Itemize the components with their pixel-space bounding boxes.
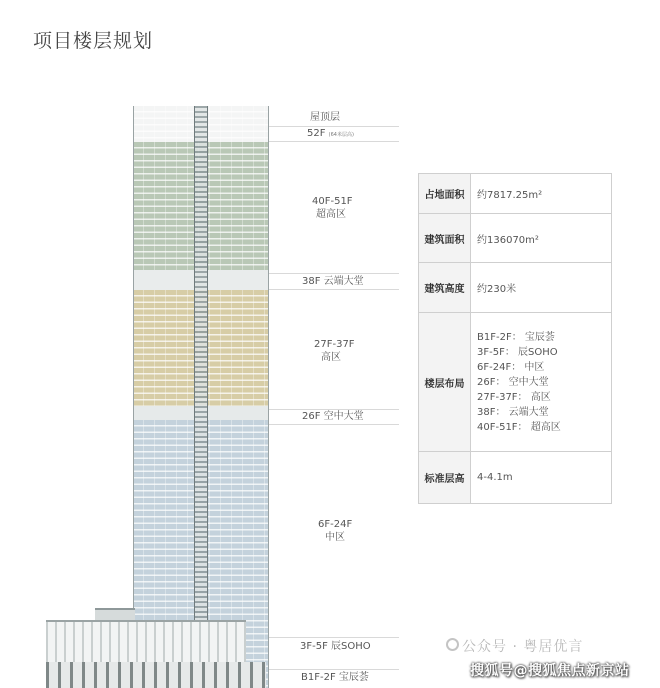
info-row-floor-height <box>419 452 612 504</box>
tower-core-line-right <box>207 106 208 688</box>
floor-line-26f-b <box>269 424 399 425</box>
floor-line-3f-5f <box>269 637 399 638</box>
floor-line-38f-b <box>269 289 399 290</box>
info-value-building-height: 约230米 <box>471 263 612 313</box>
layout-line-3f-5f: 3F-5F： 辰SOHO <box>477 346 558 358</box>
info-row-floor-layout <box>419 313 612 452</box>
tower-edge-right <box>268 106 269 688</box>
layout-line-27f-37f: 27F-37F： 高区 <box>477 391 551 403</box>
info-value-building-area: 约136070m² <box>471 214 612 263</box>
floor-label-roof: 屋顶层 <box>310 112 340 123</box>
floor-label-38f: 38F 云端大堂 <box>302 276 364 287</box>
info-key-floor-layout: 楼层布局 <box>419 313 471 452</box>
project-info-table <box>418 173 612 504</box>
page-title: 项目楼层规划 <box>33 30 154 52</box>
floor-label-mid-name: 中区 <box>325 532 345 543</box>
podium-base <box>46 662 266 688</box>
info-value-land-area: 约7817.25m² <box>471 174 612 214</box>
info-value-floor-layout <box>471 313 612 452</box>
layout-line-26f: 26F： 空中大堂 <box>477 376 549 388</box>
info-row-land-area <box>419 174 612 214</box>
info-key-building-area: 建筑面积 <box>419 214 471 263</box>
info-row-building-area <box>419 214 612 263</box>
tower-core <box>195 106 207 688</box>
floor-label-52f <box>307 127 354 142</box>
info-key-building-height: 建筑高度 <box>419 263 471 313</box>
sohu-watermark: 搜狐号@搜狐焦点新京站 <box>470 663 630 679</box>
layout-line-40f-51f: 40F-51F： 超高区 <box>477 421 561 433</box>
info-key-land-area: 占地面积 <box>419 174 471 214</box>
floor-label-super-high-name: 超高区 <box>316 209 346 220</box>
floor-line-38f <box>269 273 399 274</box>
tower-core-line-left <box>194 106 195 688</box>
info-key-floor-height: 标准层高 <box>419 452 471 504</box>
tower-elevation <box>133 106 269 688</box>
floor-label-3f-5f: 3F-5F 辰SOHO <box>300 641 371 652</box>
floor-label-b1-2f: B1F-2F 宝辰荟 <box>301 672 369 683</box>
floor-label-26f: 26F 空中大堂 <box>302 411 364 422</box>
floor-label-52f-text: 52F <box>307 128 326 139</box>
layout-line-b1-2f: B1F-2F： 宝辰荟 <box>477 331 555 343</box>
tower-edge-left <box>133 106 134 688</box>
public-account-watermark: 公众号 · 粤居优言 <box>462 639 584 655</box>
layout-line-38f: 38F： 云端大堂 <box>477 406 549 418</box>
floor-label-super-high-floors: 40F-51F <box>312 196 353 207</box>
floor-label-mid-floors: 6F-24F <box>318 519 353 530</box>
floor-label-high-floors: 27F-37F <box>314 339 355 350</box>
info-value-floor-height: 4-4.1m <box>471 452 612 504</box>
floor-label-52f-note: (64米层高) <box>328 132 354 138</box>
floor-line-b1-2f <box>269 669 399 670</box>
wechat-logo-icon <box>446 638 459 651</box>
floor-label-high-name: 高区 <box>321 352 341 363</box>
layout-line-6f-24f: 6F-24F： 中区 <box>477 361 545 373</box>
info-row-building-height <box>419 263 612 313</box>
